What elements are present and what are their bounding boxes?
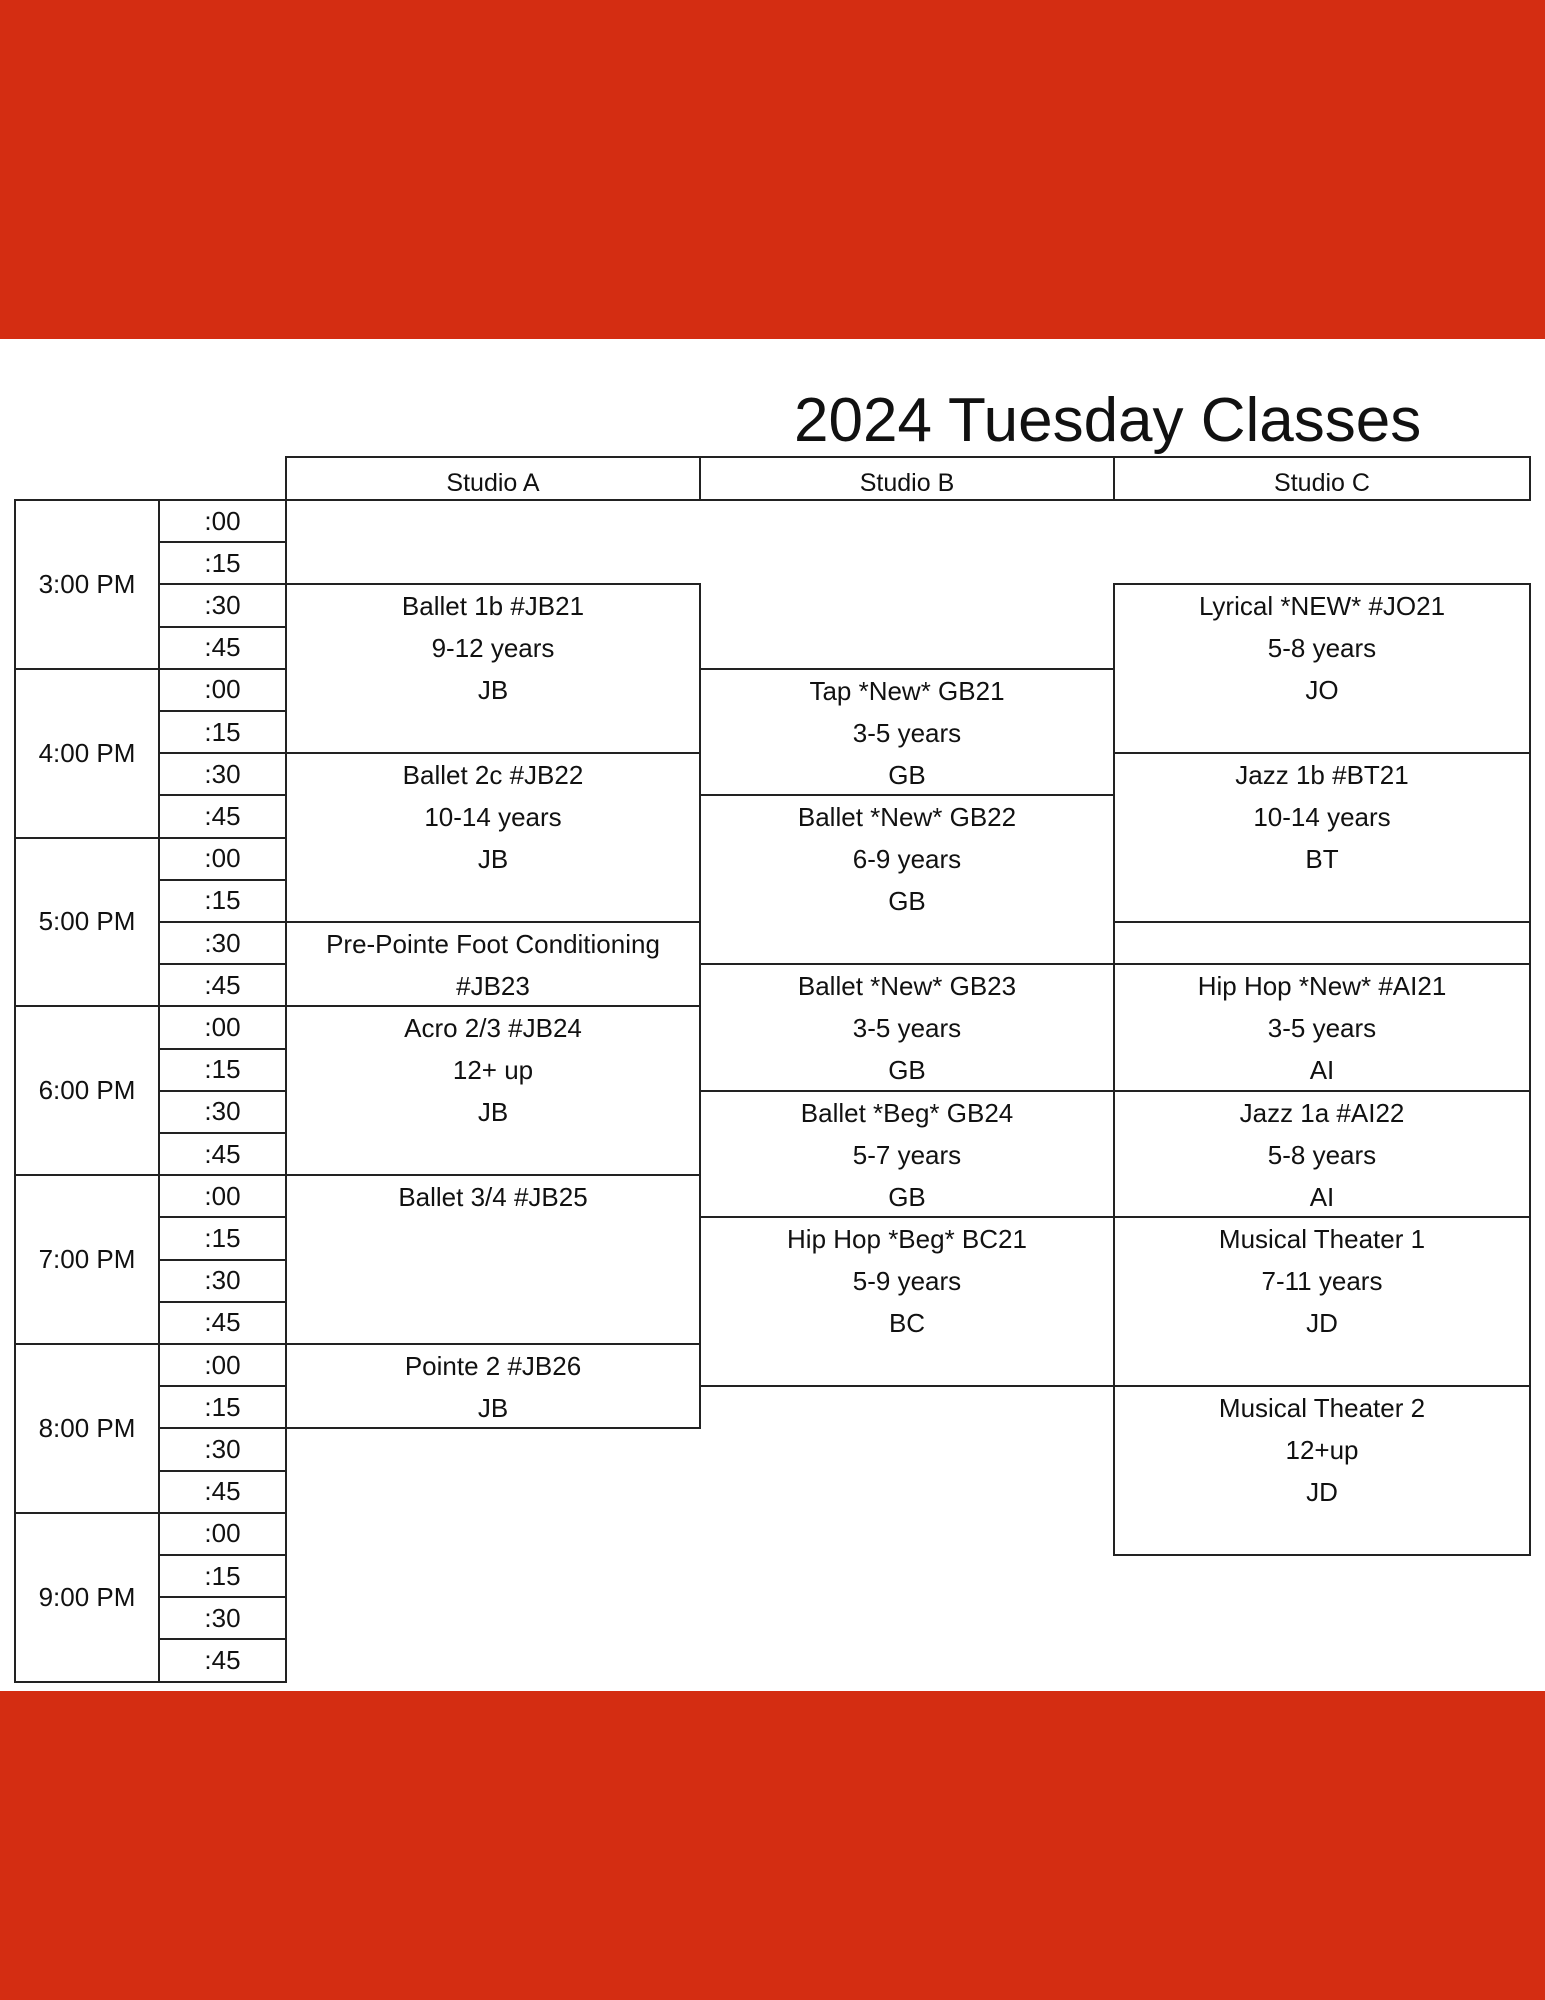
class-block: [285, 583, 701, 754]
quarter-label: :00: [158, 668, 287, 712]
quarter-label: :30: [158, 921, 287, 965]
class-name: Ballet *New* GB22: [797, 802, 1017, 833]
hour-label: 6:00 PM: [14, 1005, 160, 1176]
instructor-initials: JB: [477, 675, 509, 706]
class-block: [699, 1090, 1115, 1219]
class-detail: 12+ up: [452, 1055, 534, 1086]
hour-label: 3:00 PM: [14, 499, 160, 670]
studio-header: Studio B: [699, 456, 1115, 501]
class-name: Ballet *New* GB23: [797, 971, 1017, 1002]
class-detail: 10-14 years: [1253, 802, 1391, 833]
class-detail: 3-5 years: [852, 1013, 962, 1044]
hour-label: 8:00 PM: [14, 1343, 160, 1514]
class-name: Pre-Pointe Foot Conditioning: [326, 929, 660, 959]
quarter-label: :45: [158, 1470, 287, 1514]
class-detail: 6-9 years: [852, 844, 962, 875]
quarter-label: :15: [158, 541, 287, 585]
hour-label: 5:00 PM: [14, 837, 160, 1008]
quarter-label: :45: [158, 794, 287, 838]
class-detail: 10-14 years: [424, 802, 562, 833]
quarter-label: :00: [158, 1343, 287, 1387]
instructor-initials: JB: [477, 1097, 509, 1128]
class-detail: 9-12 years: [431, 633, 555, 664]
studio-header: Studio A: [285, 456, 701, 501]
class-name: Lyrical *NEW* #JO21: [1198, 591, 1446, 622]
instructor-initials: JB: [477, 844, 509, 875]
page-title: 2024 Tuesday Classes: [794, 386, 1422, 455]
quarter-label: :45: [158, 1301, 287, 1345]
class-block: [285, 1343, 701, 1429]
quarter-label: :15: [158, 1385, 287, 1429]
class-block: [1113, 921, 1531, 965]
instructor-initials: BT: [1305, 844, 1339, 875]
instructor-initials: GB: [888, 886, 926, 917]
class-name: Pointe 2 #JB26: [404, 1351, 582, 1381]
instructor-initials: GB: [888, 1055, 926, 1086]
quarter-label: :30: [158, 1259, 287, 1303]
class-name: Jazz 1b #BT21: [1235, 760, 1409, 791]
quarter-label: :30: [158, 1427, 287, 1471]
class-block: [285, 1174, 701, 1345]
hour-label: 7:00 PM: [14, 1174, 160, 1345]
quarter-label: :30: [158, 1596, 287, 1640]
quarter-label: :30: [158, 1090, 287, 1134]
instructor-initials: AI: [1309, 1181, 1335, 1212]
class-name: Ballet 3/4 #JB25: [398, 1182, 588, 1213]
class-block: [285, 752, 701, 923]
hour-label: 4:00 PM: [14, 668, 160, 839]
quarter-label: :00: [158, 837, 287, 881]
instructor-initials: JD: [1306, 1477, 1338, 1508]
class-block: [285, 1005, 701, 1176]
quarter-label: :00: [158, 1174, 287, 1218]
class-detail: #JB23: [456, 971, 530, 1001]
class-detail: 3-5 years: [852, 717, 962, 748]
class-name: Ballet 2c #JB22: [402, 760, 584, 791]
class-name: Tap *New* GB21: [809, 675, 1005, 706]
class-name: Jazz 1a #AI22: [1239, 1097, 1405, 1128]
hour-label: 9:00 PM: [14, 1512, 160, 1683]
quarter-label: :45: [158, 1638, 287, 1682]
class-block: [1113, 1216, 1531, 1387]
class-name: Ballet 1b #JB21: [401, 591, 585, 622]
quarter-label: :30: [158, 752, 287, 796]
class-block: [699, 1216, 1115, 1387]
class-detail: 7-11 years: [1261, 1266, 1383, 1297]
class-block: [285, 921, 701, 1007]
quarter-label: :15: [158, 879, 287, 923]
quarter-label: :15: [158, 710, 287, 754]
class-detail: 3-5 years: [1267, 1013, 1377, 1044]
class-block: [699, 668, 1115, 797]
class-block: [1113, 963, 1531, 1092]
class-name: Acro 2/3 #JB24: [404, 1013, 582, 1044]
quarter-label: :00: [158, 499, 287, 543]
quarter-label: :15: [158, 1216, 287, 1260]
quarter-label: :00: [158, 1005, 287, 1049]
class-name: Ballet *Beg* GB24: [800, 1097, 1014, 1128]
class-detail: 5-8 years: [1267, 633, 1377, 664]
class-detail: 12+up: [1285, 1435, 1359, 1466]
class-name: Musical Theater 2: [1218, 1393, 1426, 1424]
instructor-initials: JO: [1305, 675, 1339, 706]
class-name: Hip Hop *New* #AI21: [1197, 971, 1447, 1002]
class-block: [1113, 1090, 1531, 1219]
class-detail: 5-9 years: [852, 1266, 962, 1297]
quarter-label: :30: [158, 583, 287, 627]
class-block: [699, 963, 1115, 1092]
instructor-initials: GB: [888, 759, 926, 790]
instructor-initials: JD: [1306, 1308, 1338, 1339]
quarter-label: :45: [158, 1132, 287, 1176]
class-name: Musical Theater 1: [1218, 1224, 1426, 1255]
class-block: [1113, 1385, 1531, 1556]
instructor-initials: AI: [1309, 1055, 1335, 1086]
studio-header: Studio C: [1113, 456, 1531, 501]
class-detail: 5-7 years: [852, 1139, 962, 1170]
quarter-label: :15: [158, 1048, 287, 1092]
quarter-label: :00: [158, 1512, 287, 1556]
class-detail: JB: [477, 1393, 509, 1423]
quarter-label: :45: [158, 963, 287, 1007]
class-name: Hip Hop *Beg* BC21: [787, 1224, 1027, 1255]
class-detail: 5-8 years: [1267, 1139, 1377, 1170]
class-block: [1113, 752, 1531, 923]
quarter-label: :45: [158, 626, 287, 670]
class-block: [1113, 583, 1531, 754]
instructor-initials: GB: [888, 1181, 926, 1212]
quarter-label: :15: [158, 1554, 287, 1598]
class-block: [699, 794, 1115, 965]
instructor-initials: BC: [888, 1308, 926, 1339]
